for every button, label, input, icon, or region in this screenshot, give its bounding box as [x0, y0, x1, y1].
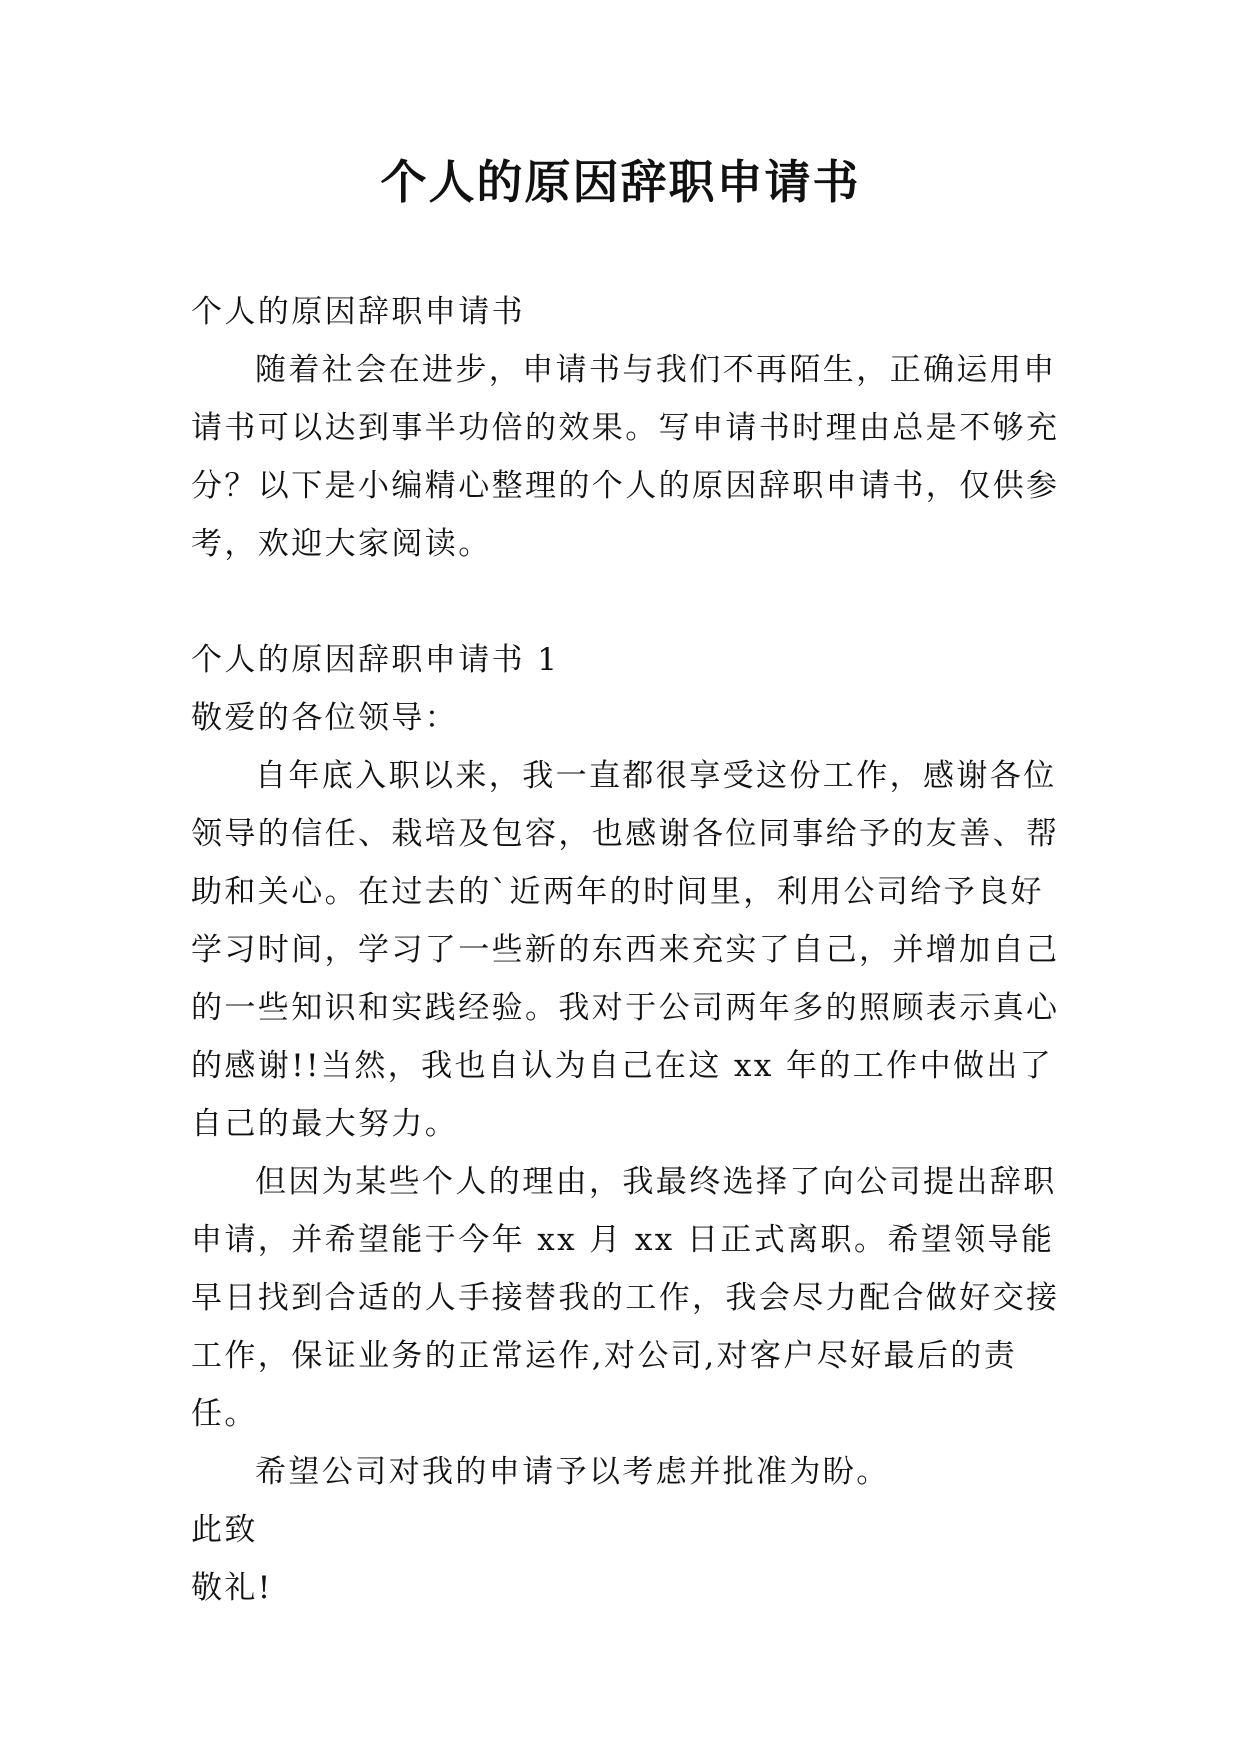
intro-paragraph: 随着社会在进步，申请书与我们不再陌生，正确运用申请书可以达到事半功倍的效果。写申请书时理由总是不够充分？以下是小编精心整理的个人的原因辞职申请书，仅供参考，欢迎大家阅读。: [191, 352, 1060, 562]
body-paragraph-2: 但因为某些个人的理由，我最终选择了向公司提出辞职申请，并希望能于今年 xx 月 xx 日正式离职。希望领导能早日找到合适的人手接替我的工作，我会尽力配合做好交接工作，保证业务的正常运作,对公司,对客户尽好最后的责任。: [191, 1164, 1060, 1432]
intro-heading: 个人的原因辞职申请书: [191, 294, 525, 330]
document-body: [191, 283, 1061, 1617]
closing-line-1: 此致: [191, 1512, 258, 1548]
document-title: 个人的原因辞职申请书: [380, 155, 861, 209]
letter-heading: 个人的原因辞职申请书 1: [191, 642, 560, 678]
salutation: 敬爱的各位领导：: [191, 700, 459, 736]
body-paragraph-1: 自年底入职以来，我一直都很享受这份工作，感谢各位领导的信任、栽培及包容，也感谢各位同事给予的友善、帮助和关心。在过去的`近两年的时间里，利用公司给予良好学习时间，学习了一些新的东西来充实了自己，并增加自己的一些知识和实践经验。我对于公司两年多的照顾表示真心的感谢!!当然，我也自认为自己在这 xx 年的工作中做出了自己的最大努力。: [191, 758, 1060, 1142]
section-spacer: [191, 573, 1061, 631]
closing-line-2: 敬礼!: [191, 1570, 273, 1606]
body-paragraph-3: 希望公司对我的申请予以考虑并批准为盼。: [255, 1454, 890, 1490]
